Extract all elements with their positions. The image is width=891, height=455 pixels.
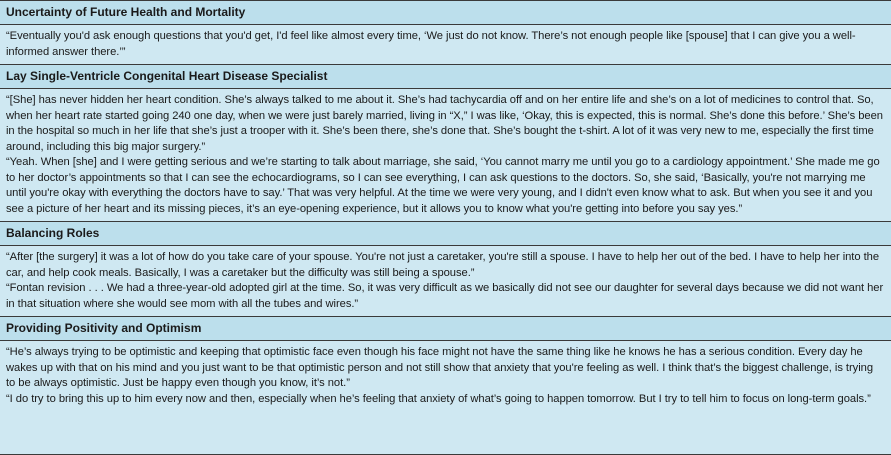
quote: “He’s always trying to be optimistic and keeping that optimistic face even though his face might not have the same thing like he knows he has a serious condition. Every day he wakes up with that on his mind and you just want to be that optimistic person and not still show that anxiety that you're feeling as well. I think that’s the biggest challenge, is trying to be always optimistic. Just be happy even though you know, it’s not.” (6, 346, 873, 389)
section-heading-positivity: Providing Positivity and Optimism (0, 317, 891, 341)
quote: “[She] has never hidden her heart condition. She’s always talked to me about it. She’s had tachycardia off and on her entire life and she’s on a lot of medicines to control that. So, when her heart rate started going 240 one day, when we were just barely married, living in “X,” I was like, ‘Okay, this is expected, this is normal. She’s done this before.’ She’s been in the hospital so much in her life that she’s just a trooper with it. She’s been there, she’s done that. She’s bought the t-shirt. A lot of it was very new to me, especially the first time around, including this big major surgery.” (6, 94, 883, 153)
quote: “After [the surgery] it was a lot of how do you take care of your spouse. You're not just a caretaker, you're still a spouse. I have to help her out of the bed. I have to help her into the car, and help cook meals. Basically, I was a caretaker but the difficulty was still being a spouse.” (6, 251, 879, 279)
section-heading-balancing-roles: Balancing Roles (0, 222, 891, 246)
quote: “I do try to bring this up to him every now and then, especially when he’s feeling that anxiety of what’s going to happen tomorrow. But I try to tell him to focus on long-term goals.” (6, 392, 871, 405)
section-body-uncertainty (0, 25, 891, 65)
section-body-lay-specialist (0, 89, 891, 222)
quote: “Yeah. When [she] and I were getting serious and we’re starting to talk about marriage, she said, ‘You cannot marry me until you go to a cardiology appointment.’ She made me go to her doctor’s appointments so that I can see the echocardiograms, so I can see everything, I can ask questions to the doctors. So, she said, ‘Basically, you're not marrying me until you're okay with everything the doctors have to say.’ That was very helpful. At the time we were very young, and I didn't even know what to ask. But when you see it and you see a picture of her heart and its missing pieces, it’s an eye-opening experience, but it allows you to know what you're getting into before you say yes.” (6, 156, 880, 215)
section-heading-uncertainty: Uncertainty of Future Health and Mortality (0, 1, 891, 25)
section-body-positivity (0, 341, 891, 411)
quote: “Fontan revision . . . We had a three-year-old adopted girl at the time. So, it was very difficult as we basically did not see our daughter for several days because we did not want her in that situation where she would see mom with all the tubes and wires.” (6, 282, 884, 310)
section-heading-lay-specialist: Lay Single-Ventricle Congenital Heart Disease Specialist (0, 65, 891, 89)
quote: “Eventually you'd ask enough questions that you'd get, I'd feel like almost every time, ‘We just do not know. There’s not enough people like [spouse] that I can give you a well-informed answer there.’” (6, 30, 856, 58)
section-body-balancing-roles (0, 246, 891, 317)
